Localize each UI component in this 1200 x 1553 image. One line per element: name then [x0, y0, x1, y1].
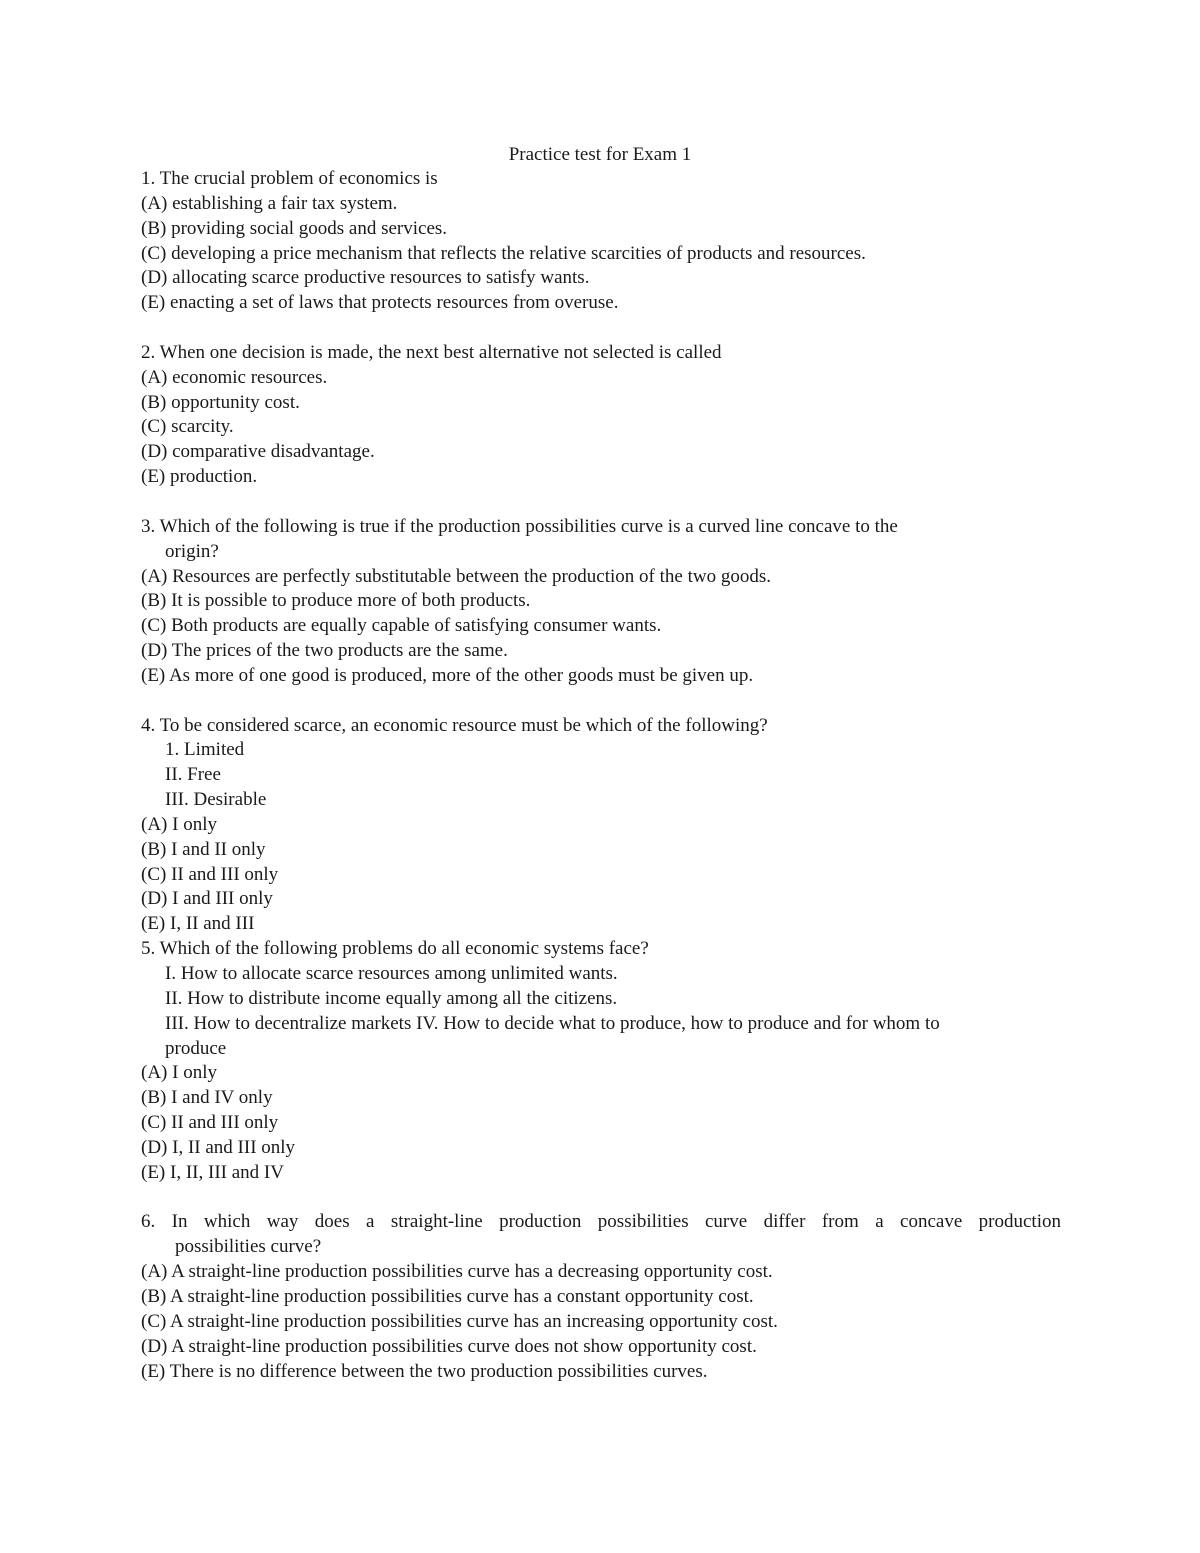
option-b: (B) I and II only — [141, 838, 266, 860]
question-stem-continuation: possibilities curve? — [175, 1236, 322, 1258]
roman-item: II. How to distribute income equally among all the citizens. — [165, 987, 618, 1009]
roman-item: III. How to decentralize markets IV. How to decide what to produce, how to produce and for whom to — [165, 1012, 940, 1034]
question-list — [141, 167, 1061, 1384]
spacer — [141, 689, 1061, 714]
option-e: (E) I, II and III — [141, 913, 255, 935]
question-stem: 4. To be considered scarce, an economic resource must be which of the following? — [141, 714, 768, 736]
option-b: (B) It is possible to produce more of both products. — [141, 590, 531, 612]
option-d: (D) comparative disadvantage. — [141, 441, 375, 463]
option-c: (C) Both products are equally capable of satisfying consumer wants. — [141, 615, 662, 637]
spacer — [141, 1186, 1061, 1211]
question-stem: 2. When one decision is made, the next best alternative not selected is called — [141, 341, 722, 363]
question-1 — [141, 167, 1061, 316]
question-stem-continuation: origin? — [165, 540, 219, 562]
roman-item: I. How to allocate scarce resources among unlimited wants. — [165, 963, 618, 984]
question-5 — [141, 937, 1061, 1185]
question-3 — [141, 515, 1061, 689]
question-stem: 6. In which way does a straight-line production possibilities curve differ from a concave production — [141, 1211, 1061, 1233]
roman-item: III. Desirable — [165, 789, 267, 811]
option-d: (D) allocating scarce productive resources to satisfy wants. — [141, 267, 590, 289]
option-e: (E) I, II, III and IV — [141, 1161, 284, 1183]
spacer — [141, 490, 1061, 515]
option-b: (B) providing social goods and services. — [141, 217, 448, 239]
option-b: (B) A straight-line production possibilities curve has a constant opportunity cost. — [141, 1285, 754, 1307]
option-b: (B) opportunity cost. — [141, 391, 300, 413]
question-stem: 3. Which of the following is true if the production possibilities curve is a curved line concave to the — [141, 515, 898, 537]
question-2 — [141, 341, 1061, 490]
option-d: (D) I, II and III only — [141, 1136, 296, 1158]
option-a: (A) establishing a fair tax system. — [141, 192, 398, 214]
option-d: (D) The prices of the two products are the same. — [141, 640, 508, 662]
roman-item: 1. Limited — [165, 739, 245, 761]
option-a: (A) Resources are perfectly substitutable between the production of the two goods. — [141, 565, 771, 587]
option-b: (B) I and IV only — [141, 1087, 273, 1109]
option-d: (D) A straight-line production possibilities curve does not show opportunity cost. — [141, 1335, 757, 1357]
option-e: (E) As more of one good is produced, more of the other goods must be given up. — [141, 664, 754, 686]
option-a: (A) I only — [141, 1062, 217, 1084]
option-d: (D) I and III only — [141, 888, 273, 910]
page-title: Practice test for Exam 1 — [508, 144, 692, 165]
option-a: (A) I only — [141, 813, 217, 835]
question-stem: 5. Which of the following problems do all economic systems face? — [141, 938, 649, 960]
option-e: (E) enacting a set of laws that protects resources from overuse. — [141, 292, 619, 314]
question-6 — [141, 1210, 1061, 1384]
option-c: (C) A straight-line production possibilities curve has an increasing opportunity cost. — [141, 1310, 778, 1332]
option-c: (C) scarcity. — [141, 416, 234, 438]
question-4 — [141, 714, 1061, 938]
option-a: (A) economic resources. — [141, 366, 328, 388]
option-c: (C) II and III only — [141, 863, 279, 885]
roman-item: II. Free — [165, 764, 221, 786]
option-c: (C) developing a price mechanism that reflects the relative scarcities of products and resources. — [141, 242, 866, 264]
option-a: (A) A straight-line production possibilities curve has a decreasing opportunity cost. — [141, 1261, 773, 1283]
option-e: (E) production. — [141, 466, 258, 488]
question-stem: 1. The crucial problem of economics is — [141, 168, 438, 189]
option-e: (E) There is no difference between the two production possibilities curves. — [141, 1360, 708, 1382]
roman-item-continuation: produce — [165, 1037, 227, 1059]
spacer — [141, 316, 1061, 341]
option-c: (C) II and III only — [141, 1112, 279, 1134]
